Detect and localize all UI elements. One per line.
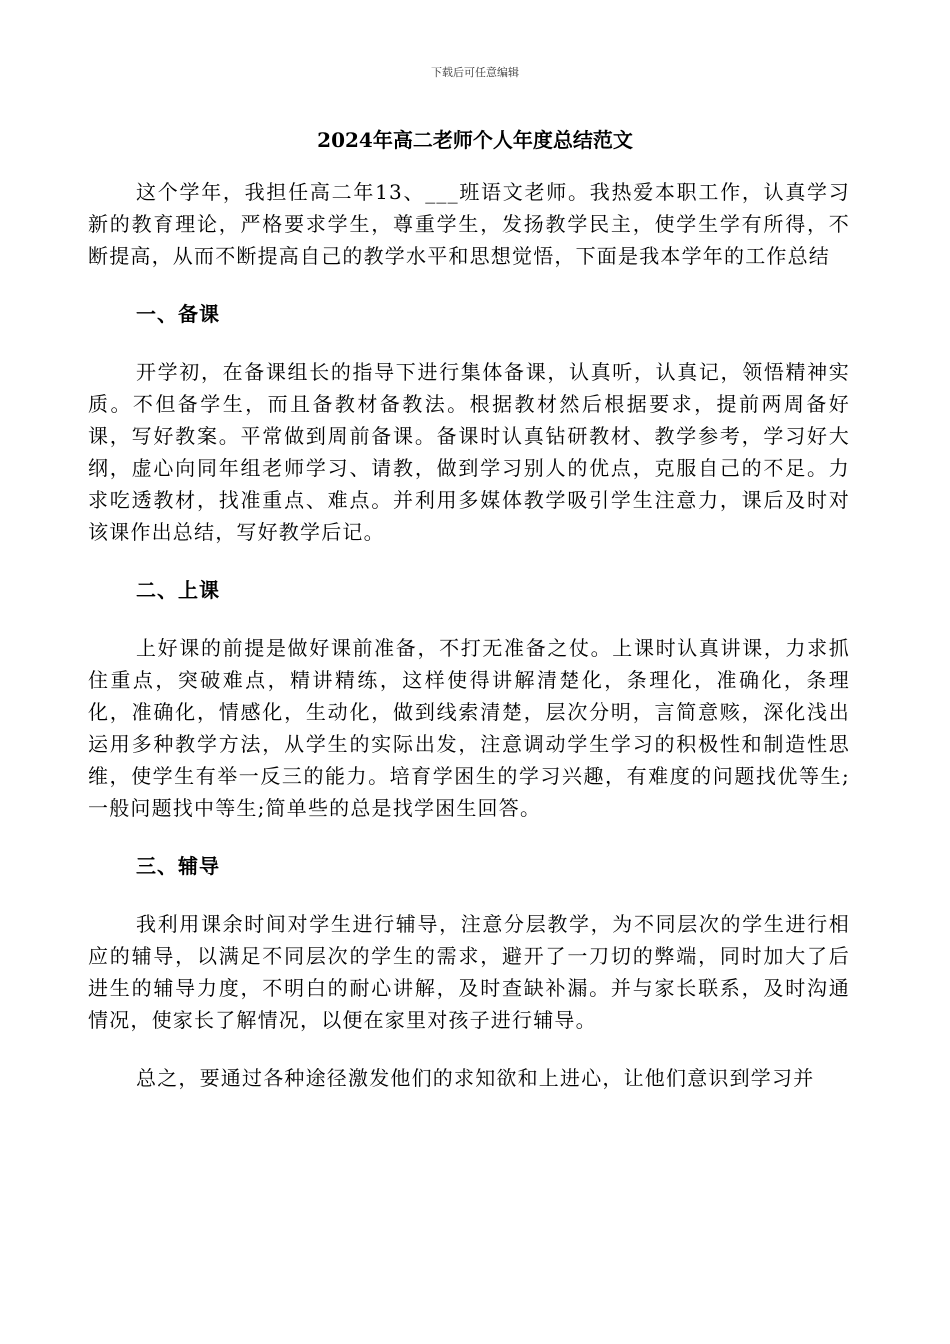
document-body [88, 176, 850, 1094]
page-header-note: 下载后可任意编辑 [431, 66, 519, 79]
section-heading-tutoring: 三、辅导 [136, 854, 220, 878]
section-body-lesson-prep: 开学初，在备课组长的指导下进行集体备课，认真听，认真记，领悟精神实质。不但备学生，而且备教材备教法。根据教材然后根据要求，提前两周备好课，写好教案。平常做到周前备课。备课时认真钻研教材、教学参考，学习好大纲，虚心向同年组老师学习、请教，做到学习别人的优点，克服自己的不足。力求吃透教材，找准重点、难点。并利用多媒体教学吸引学生注意力，课后及时对该课作出总结，写好教学后记。 [88, 360, 850, 544]
section-body-tutoring: 我利用课余时间对学生进行辅导，注意分层教学，为不同层次的学生进行相应的辅导，以满足不同层次的学生的需求，避开了一刀切的弊端，同时加大了后进生的辅导力度，不明白的耐心讲解，及时查缺补漏。并与家长联系，及时沟通情况，使家长了解情况，以便在家里对孩子进行辅导。 [88, 912, 850, 1032]
section-heading-lesson-prep: 一、备课 [136, 302, 220, 326]
section-heading-teaching: 二、上课 [136, 578, 220, 602]
document-title: 2024年高二老师个人年度总结范文 [317, 128, 633, 152]
intro-paragraph: 这个学年，我担任高二年13、___班语文老师。我热爱本职工作，认真学习新的教育理论，严格要求学生，尊重学生，发扬教学民主，使学生学有所得，不断提高，从而不断提高自己的教学水平和思想觉悟，下面是我本学年的工作总结 [88, 180, 850, 268]
closing-paragraph: 总之，要通过各种途径激发他们的求知欲和上进心，让他们意识到学习并 [136, 1066, 815, 1090]
section-body-teaching: 上好课的前提是做好课前准备，不打无准备之仗。上课时认真讲课，力求抓住重点，突破难点，精讲精练，这样使得讲解清楚化，条理化，准确化，条理化，准确化，情感化，生动化，做到线索清楚，层次分明，言简意赅，深化浅出运用多种教学方法，从学生的实际出发，注意调动学生学习的积极性和制造性思维，使学生有举一反三的能力。培育学困生的学习兴趣，有难度的问题找优等生;一般问题找中等生;简单些的总是找学困生回答。 [88, 636, 850, 820]
